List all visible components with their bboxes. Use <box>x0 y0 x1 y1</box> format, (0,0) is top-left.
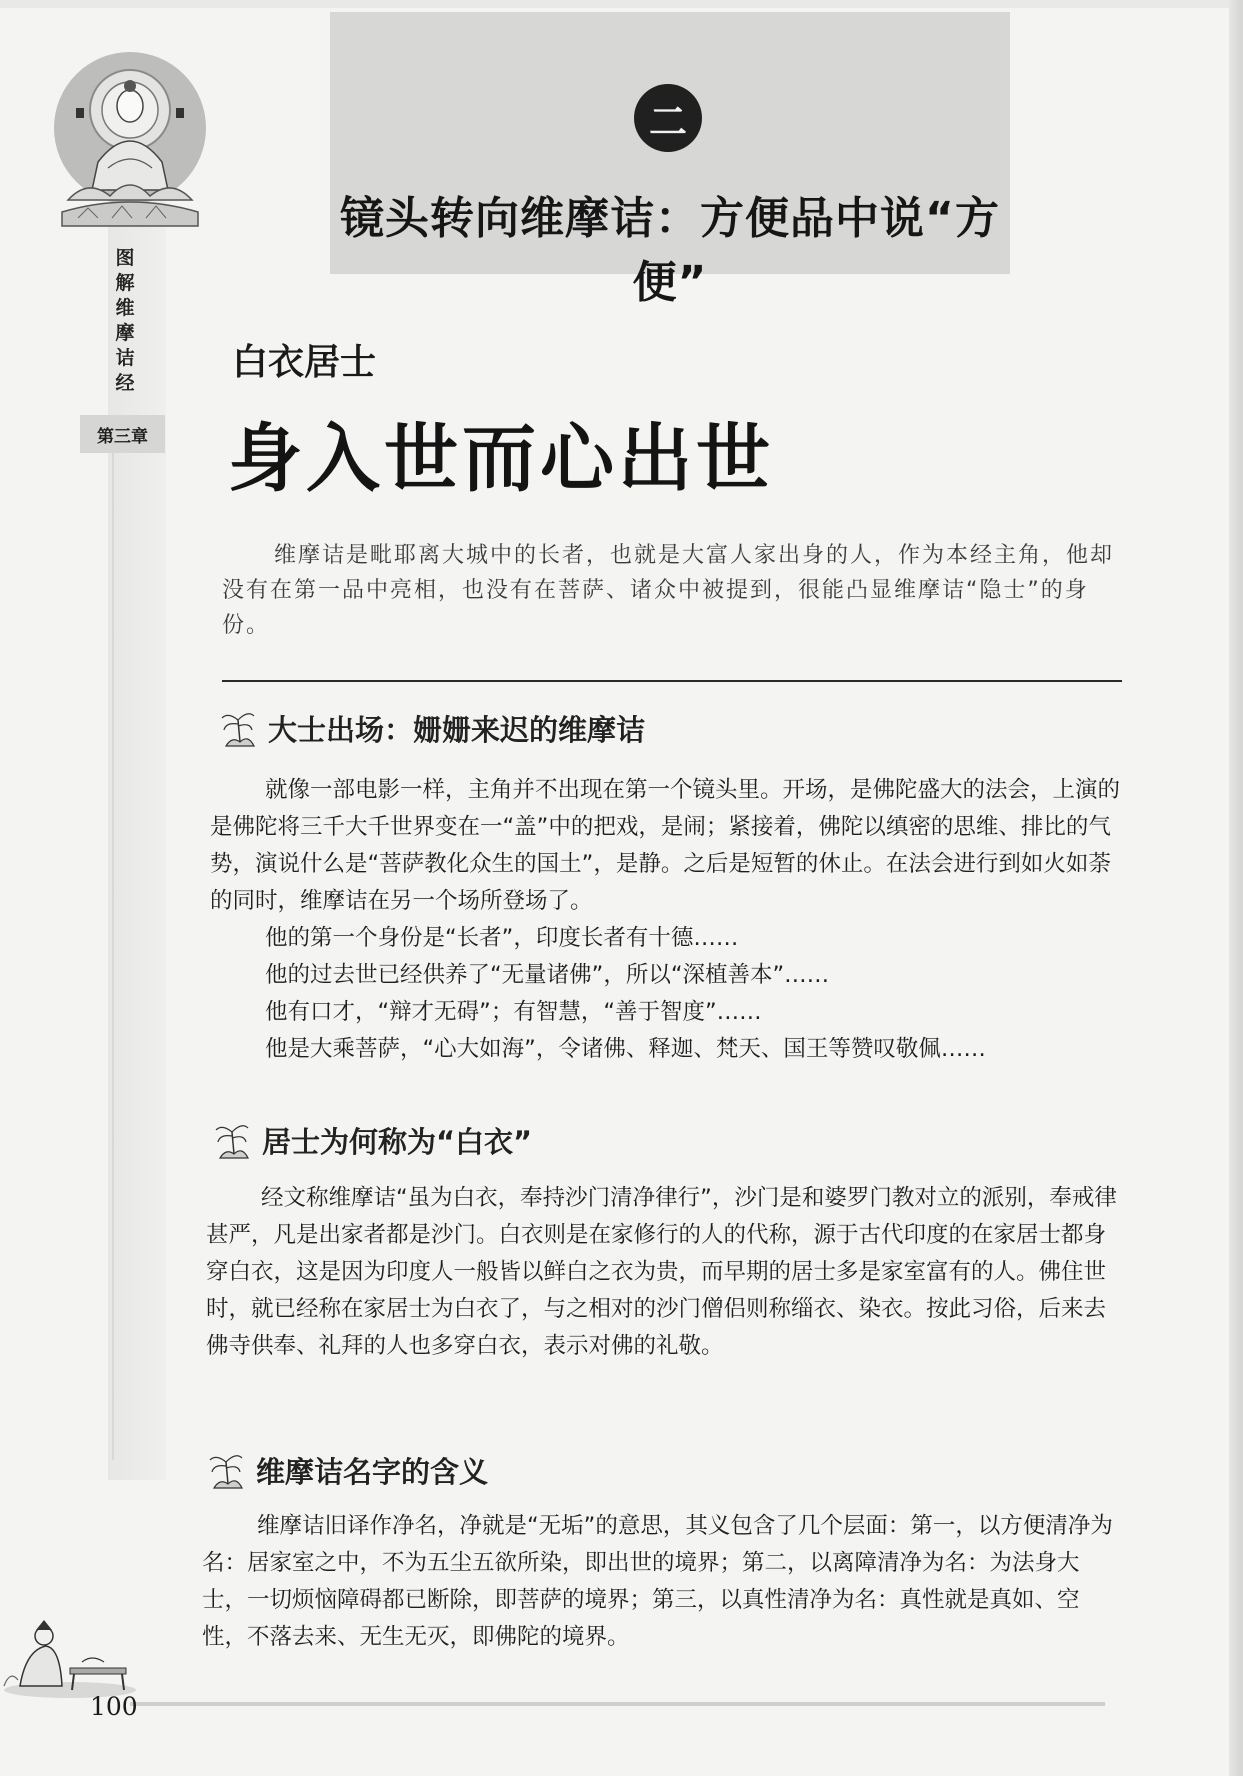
chapter-label: 第三章 <box>97 426 148 447</box>
book-title-char: 解 <box>115 272 135 294</box>
tree-rock-icon <box>206 1448 246 1492</box>
chapter-tab <box>80 415 165 453</box>
scholar-illustration <box>0 1590 140 1700</box>
body-paragraph: 维摩诘旧译作净名，净就是“无垢”的意思，其义包含了几个层面：第一，以方便清净为名：居家室之中，不为五尘五欲所染，即出世的境界；第二，以离障清净为名：为法身大士，一切烦恼障碍都已断除，即菩萨的境界；第三，以真性清净为名：真性就是真如、空性，不落去来、无生无灭，即佛陀的境界。 <box>202 1513 1113 1650</box>
section-body <box>210 772 1122 1068</box>
book-title-char: 维 <box>115 297 135 319</box>
page-top-edge <box>0 0 1243 8</box>
intro-divider <box>222 680 1122 682</box>
intro-paragraph <box>222 538 1122 643</box>
article-title: 身入世而心出世 <box>228 416 774 502</box>
sidebar-book-title <box>112 246 138 396</box>
body-paragraph: 他有口才，“辩才无碍”；有智慧，“善于智度”…… <box>265 999 762 1025</box>
page-number: 100 <box>90 1692 138 1721</box>
body-paragraph: 就像一部电影一样，主角并不出现在第一个镜头里。开场，是佛陀盛大的法会，上演的是佛陀将三千大千世界变在一“盖”中的把戏，是闹；紧接着，佛陀以缜密的思维、排比的气势，演说什么是“菩萨教化众生的国土”，是静。之后是短暂的休止。在法会进行到如火如荼的同时，维摩诘在另一个场所登场了。 <box>210 777 1121 914</box>
article-subtitle: 白衣居士 <box>232 341 377 383</box>
sidebar-divider <box>112 440 114 1460</box>
tree-rock-icon <box>212 1118 252 1162</box>
section-number: 二 <box>648 99 687 144</box>
body-paragraph: 他的第一个身份是“长者”，印度长者有十德…… <box>265 925 739 951</box>
page-right-edge <box>1229 0 1243 1776</box>
footer-rule <box>130 1702 1105 1706</box>
section-body <box>202 1508 1114 1656</box>
section-title: 镜头转向维摩诘：方便品中说“方便” <box>340 193 1000 308</box>
book-title-char: 经 <box>115 372 135 394</box>
tree-rock-icon <box>218 706 258 750</box>
book-title-char: 诘 <box>115 347 135 369</box>
book-title-char: 图 <box>115 247 135 269</box>
buddha-illustration <box>48 50 208 240</box>
section-heading-text: 居士为何称为“白衣” <box>262 1124 533 1159</box>
section-heading <box>218 706 645 750</box>
section-heading-text: 大士出场：姗姗来迟的维摩诘 <box>268 712 646 747</box>
section-heading <box>206 1448 488 1492</box>
section-number-badge <box>634 84 702 152</box>
section-body <box>206 1180 1118 1365</box>
intro-text: 维摩诘是毗耶离大城中的长者，也就是大富人家出身的人，作为本经主角，他却没有在第一品中亮相，也没有在菩萨、诸众中被提到，很能凸显维摩诘“隐士”的身份。 <box>222 543 1115 638</box>
body-paragraph: 经文称维摩诘“虽为白衣，奉持沙门清净律行”，沙门是和婆罗门教对立的派别，奉戒律甚严，凡是出家者都是沙门。白衣则是在家修行的人的代称，源于古代印度的在家居士都身穿白衣，这是因为印度人一般皆以鲜白之衣为贵，而早期的居士多是家室富有的人。佛住世时，就已经称在家居士为白衣了，与之相对的沙门僧侣则称缁衣、染衣。按此习俗，后来去佛寺供奉、礼拜的人也多穿白衣，表示对佛的礼敬。 <box>206 1185 1117 1359</box>
section-heading <box>212 1118 532 1162</box>
book-title-char: 摩 <box>115 322 135 344</box>
body-paragraph: 他的过去世已经供养了“无量诸佛”，所以“深植善本”…… <box>265 962 830 988</box>
body-paragraph: 他是大乘菩萨，“心大如海”，令诸佛、释迦、梵天、国王等赞叹敬佩…… <box>265 1036 986 1062</box>
section-heading-text: 维摩诘名字的含义 <box>256 1454 489 1489</box>
